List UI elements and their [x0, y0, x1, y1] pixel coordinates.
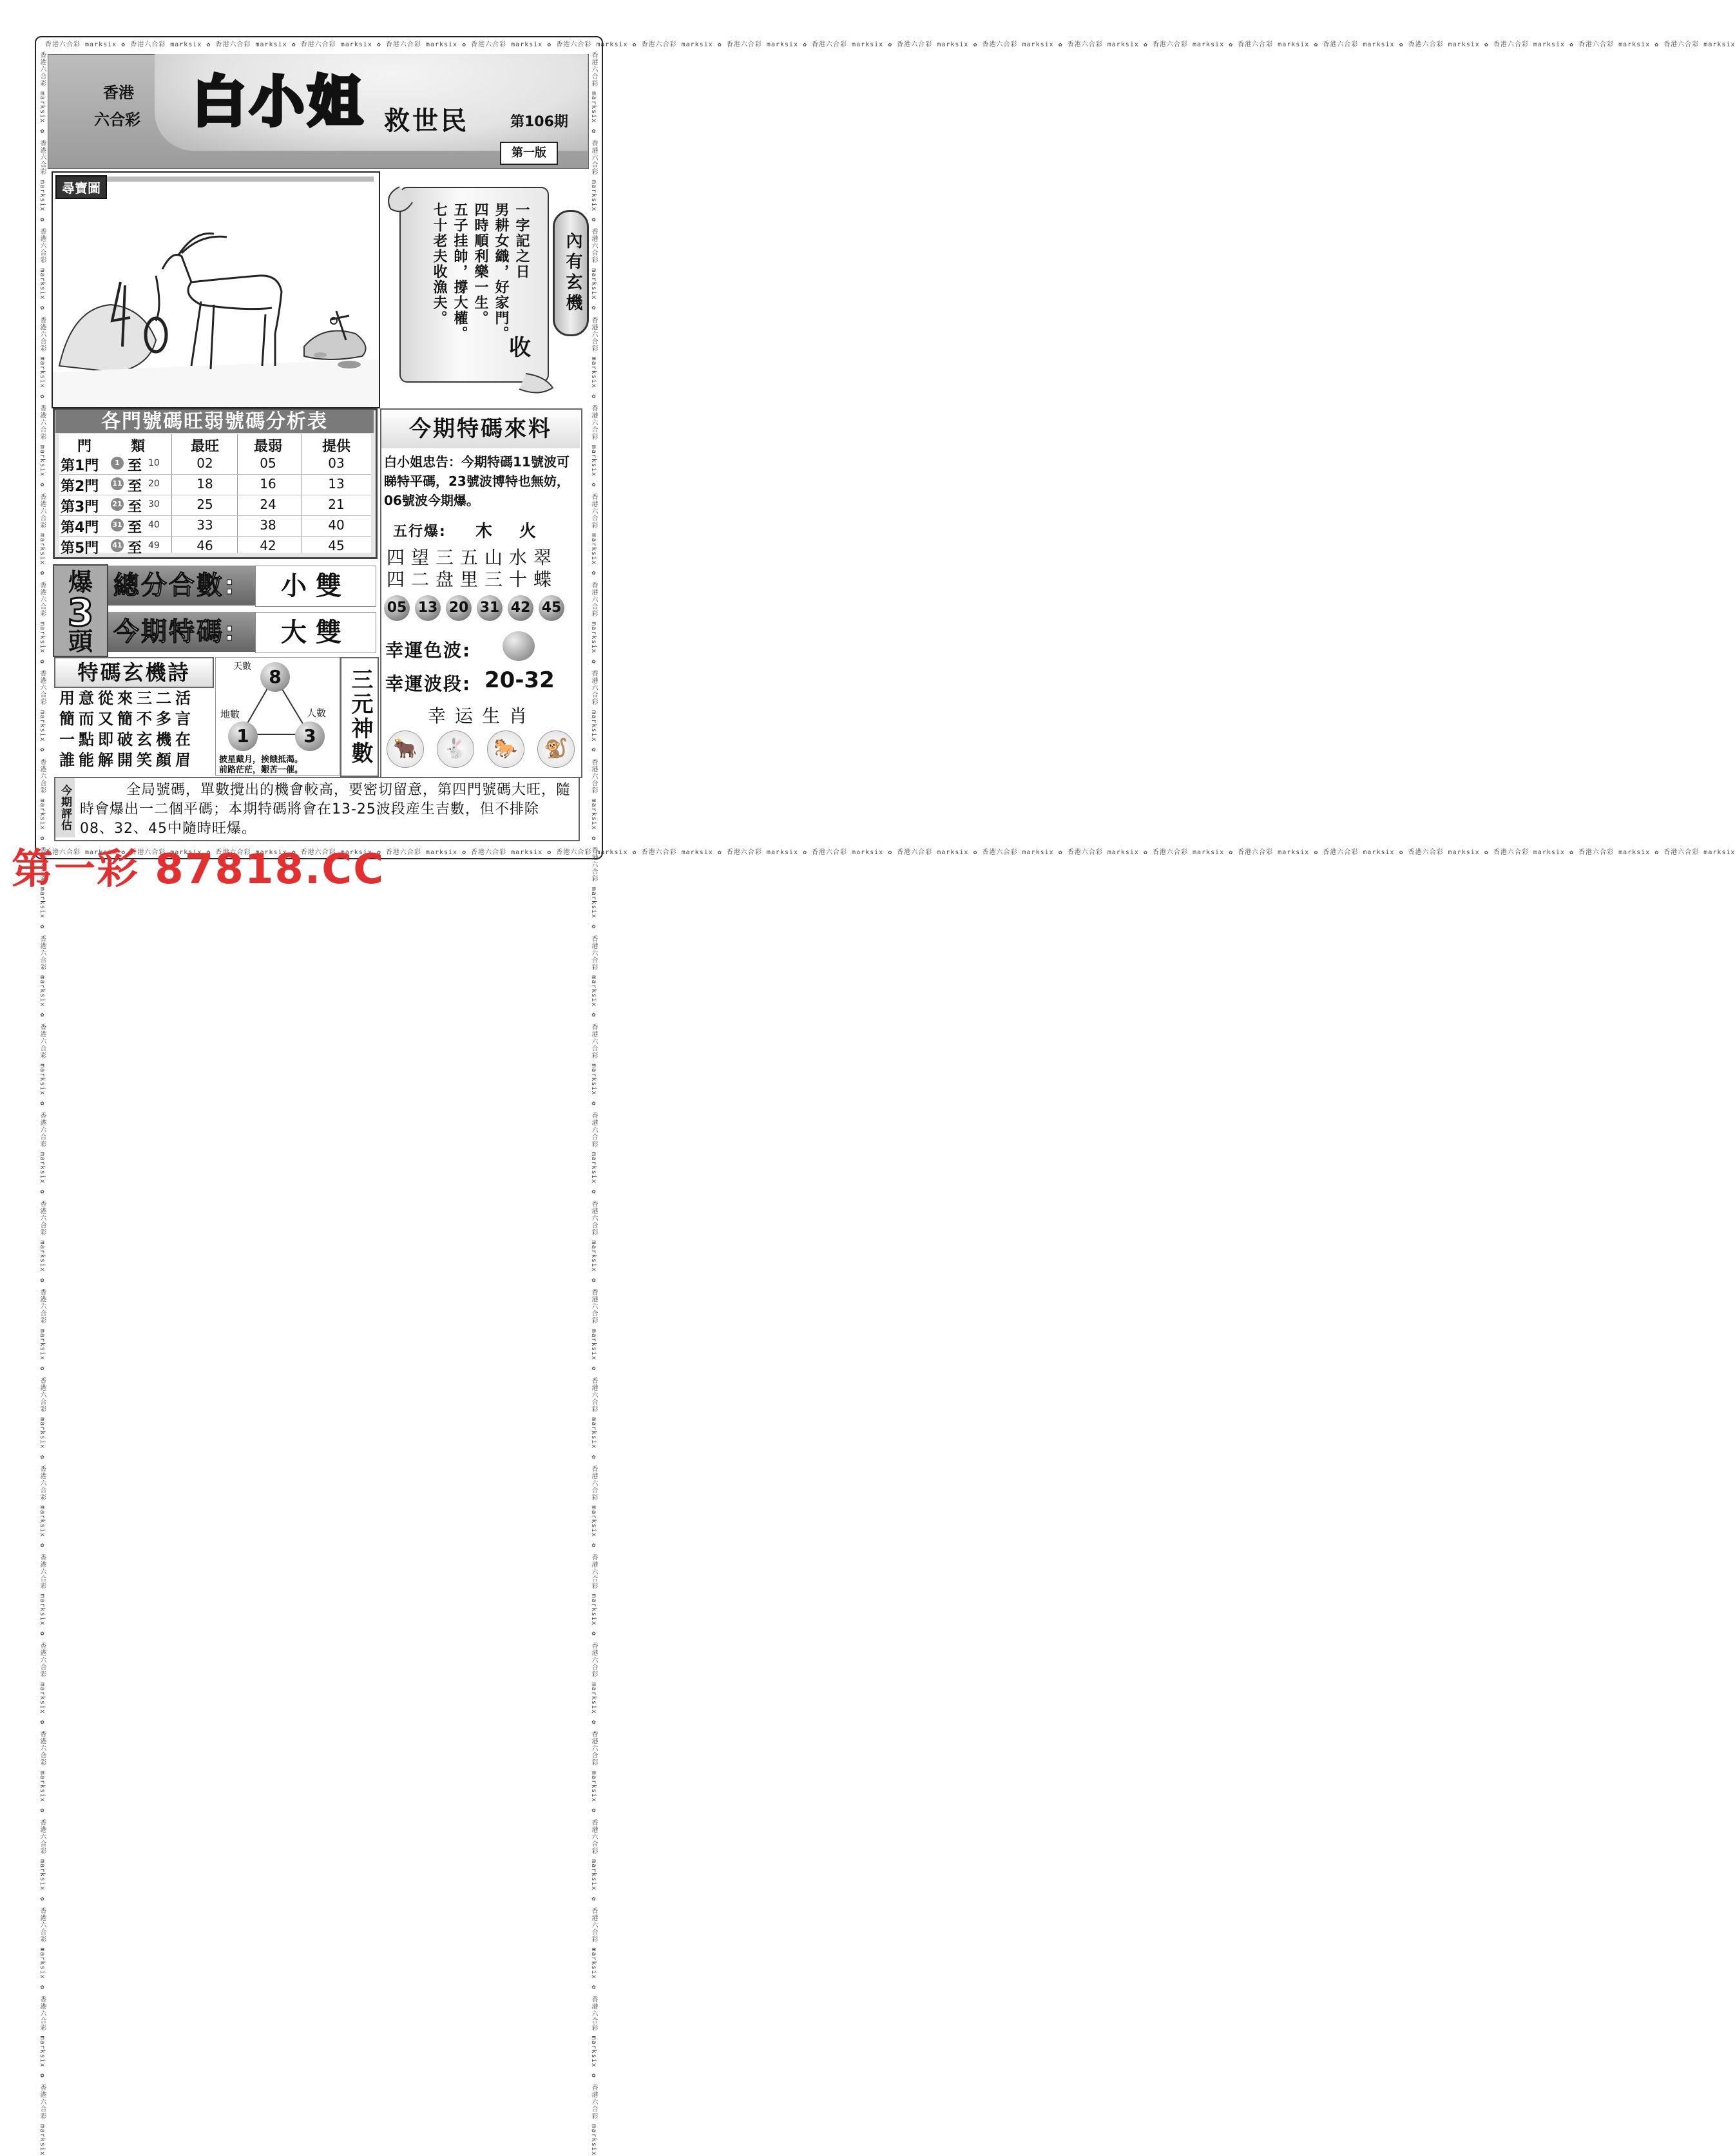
lucky-number-ball: 20 [446, 595, 472, 621]
row-from-circle: 1 [111, 457, 124, 470]
row-weak: 24 [260, 497, 276, 512]
ox-icon: 🐂 [387, 730, 424, 768]
treasure-map-tag: 尋寶圖 [55, 175, 107, 199]
heaven-number: 8 [260, 662, 290, 692]
brand-bottom: 六合彩 [94, 110, 140, 129]
table-row-divider [59, 536, 371, 537]
five-element-1: 木 [475, 522, 493, 541]
row-label: 第1門 [61, 458, 99, 474]
table-divider [237, 434, 238, 553]
row-label: 第4門 [61, 520, 99, 536]
scroll-line-3: 四時順利樂一生。 [472, 202, 488, 326]
earth-label: 地數 [220, 709, 240, 720]
row-to-word: 至 [128, 540, 142, 557]
treasure-map-box [52, 171, 380, 408]
row-label: 第2門 [61, 479, 99, 495]
row-strong: 33 [197, 517, 213, 533]
row-from-circle: 21 [111, 498, 124, 511]
row-strong: 46 [197, 538, 213, 553]
human-number: 3 [295, 721, 325, 751]
lucky-number-ball: 13 [415, 595, 441, 621]
five-element-2: 火 [519, 522, 537, 541]
row-offer: 13 [328, 476, 345, 491]
zodiac-row [387, 730, 575, 768]
table-row-divider [59, 515, 371, 516]
burst-number: 3 [67, 591, 94, 634]
row-strong: 25 [197, 497, 213, 512]
human-label: 人數 [307, 707, 327, 719]
poem-line: 用意從來三二活 [59, 689, 195, 707]
rabbit-icon: 🐇 [437, 730, 474, 768]
row-strong: 18 [197, 476, 213, 491]
lucky-range-value: 20-32 [484, 667, 555, 693]
row-weak: 42 [260, 538, 276, 553]
numerology-caption-1: 披星戴月，挨餓抵渴。 [219, 755, 303, 765]
lucky-number-ball: 45 [539, 595, 564, 621]
sum-label-2: 今期特碼: [108, 612, 255, 652]
burst-box [53, 564, 108, 657]
table-header-lei: 類 [130, 439, 145, 455]
poem-line: 一點即破玄機在 [59, 730, 195, 749]
row-to-word: 至 [128, 499, 142, 515]
table-divider [171, 434, 172, 553]
scroll-answer: 收 [509, 335, 531, 361]
row-offer: 21 [328, 497, 345, 512]
heaven-label: 天數 [233, 662, 251, 672]
row-from-circle: 11 [111, 477, 124, 490]
row-to-word: 至 [128, 458, 142, 474]
scroll-line-5: 七十老夫收漁夫。 [431, 202, 447, 326]
top-border-strip: 香港六合彩 marksix ✿ 香港六合彩 marksix ✿ 香港六合彩 marksix ✿ 香港六合彩 marksix ✿ 香港六合彩 marksix ✿ 香港六合彩 marksix ✿ 香港六合彩 marksix ✿ 香港六合彩 marksix ✿ 香港六合彩 marksix ✿ 香港六合彩 marksix ✿ 香港六合彩 marksix ✿ 香港六合彩 marksix ✿ 香港六合彩 marksix ✿ 香港六合彩 marksix ✿ 香港六合彩 marksix ✿ 香港六合彩 marksix ✿ 香港六合彩 marksix ✿ 香港六合彩 marksix ✿ 香港六合彩 marksix ✿ 香港六合彩 marksix [45, 41, 1735, 48]
edition-badge: 第一版 [500, 142, 558, 165]
footer-watermark: 第一彩 87818.CC [12, 846, 385, 893]
handwritten-row-2: 四二盘里三十蝶 [387, 569, 559, 590]
row-weak: 38 [260, 517, 276, 533]
analysis-table-title: 各門號碼旺弱號碼分析表 [55, 410, 374, 433]
burst-bottom: 頭 [68, 627, 93, 656]
earth-number: 1 [228, 721, 258, 751]
scroll-line-2: 男耕女織，好家門。 [493, 202, 509, 341]
row-weak: 16 [260, 476, 276, 491]
row-strong: 02 [197, 455, 213, 471]
row-to-word: 至 [128, 520, 142, 536]
brand-top: 香港 [103, 83, 134, 102]
left-border-strip: 香港六合彩 marksix ✿ 香港六合彩 marksix ✿ 香港六合彩 marksix ✿ 香港六合彩 marksix ✿ 香港六合彩 marksix ✿ 香港六合彩 marksix ✿ 香港六合彩 marksix ✿ 香港六合彩 marksix ✿ 香港六合彩 marksix ✿ 香港六合彩 marksix ✿ 香港六合彩 marksix ✿ 香港六合彩 marksix ✿ 香港六合彩 marksix ✿ 香港六合彩 marksix ✿ 香港六合彩 marksix ✿ 香港六合彩 marksix ✿ 香港六合彩 marksix ✿ 香港六合彩 marksix ✿ 香港六合彩 marksix ✿ 香港六合彩 marksix ✿ 香港六合彩 marksix ✿ 香港六合彩 marksix ✿ 香港六合彩 marksix ✿ 香港六合彩 marksix [39, 52, 46, 2156]
table-header-weak: 最弱 [253, 439, 282, 455]
row-offer: 03 [328, 455, 345, 471]
monkey-icon: 🐒 [537, 730, 575, 768]
hint-oval: 內有玄機 [553, 210, 589, 336]
lucky-number-ball: 31 [477, 595, 503, 621]
lucky-range-label: 幸運波段: [385, 673, 472, 694]
goat-illustration [53, 173, 379, 407]
row-to-value: 49 [148, 540, 160, 551]
row-to-word: 至 [128, 479, 142, 495]
row-offer: 45 [328, 538, 345, 553]
table-header-strong: 最旺 [190, 439, 219, 455]
row-to-value: 10 [148, 458, 160, 468]
numerology-caption-2: 前路茫茫，艱苦一催。 [219, 765, 303, 775]
row-weak: 05 [260, 455, 276, 471]
row-from-circle: 31 [111, 519, 124, 531]
evaluation-label: 今期評估 [55, 778, 75, 837]
numerology-side-title: 三元神數 [340, 657, 379, 777]
bottom-border-strip: 香港六合彩 marksix ✿ 香港六合彩 marksix ✿ 香港六合彩 marksix ✿ 香港六合彩 marksix ✿ 香港六合彩 marksix ✿ 香港六合彩 marksix ✿ 香港六合彩 marksix ✿ 香港六合彩 marksix ✿ 香港六合彩 marksix ✿ 香港六合彩 marksix ✿ 香港六合彩 marksix ✿ 香港六合彩 marksix ✿ 香港六合彩 marksix ✿ 香港六合彩 marksix ✿ 香港六合彩 marksix ✿ 香港六合彩 marksix ✿ 香港六合彩 marksix ✿ 香港六合彩 marksix ✿ 香港六合彩 marksix ✿ 香港六合彩 marksix [45, 849, 1735, 856]
evaluation-text: 全局號碼，單數攪出的機會較高，要密切留意，第四門號碼大旺，隨時會爆出一二個平碼；本期特碼將會在13-25波段産生吉數，但不排除08、32、45中隨時旺爆。 [80, 782, 571, 837]
row-to-value: 30 [148, 499, 160, 510]
right-border-strip: 香港六合彩 marksix ✿ 香港六合彩 marksix ✿ 香港六合彩 marksix ✿ 香港六合彩 marksix ✿ 香港六合彩 marksix ✿ 香港六合彩 marksix ✿ 香港六合彩 marksix ✿ 香港六合彩 marksix ✿ 香港六合彩 marksix ✿ 香港六合彩 marksix ✿ 香港六合彩 marksix ✿ 香港六合彩 marksix ✿ 香港六合彩 marksix ✿ 香港六合彩 marksix ✿ 香港六合彩 marksix ✿ 香港六合彩 marksix ✿ 香港六合彩 marksix ✿ 香港六合彩 marksix ✿ 香港六合彩 marksix ✿ 香港六合彩 marksix ✿ 香港六合彩 marksix ✿ 香港六合彩 marksix ✿ 香港六合彩 marksix ✿ 香港六合彩 marksix [590, 52, 597, 2156]
table-header-offer: 提供 [321, 439, 350, 455]
burst-top: 爆 [68, 568, 93, 596]
table-header-men: 門 [77, 439, 91, 455]
special-title: 今期特碼來料 [381, 410, 580, 448]
row-to-value: 40 [148, 520, 160, 530]
five-elements-label: 五行爆: [393, 524, 446, 540]
row-label: 第5門 [61, 540, 99, 557]
handwritten-row-1: 四望三五山水翠 [387, 547, 559, 568]
main-title: 白小姐 [192, 70, 367, 133]
horse-icon: 🐎 [487, 730, 524, 768]
lucky-number-ball: 42 [508, 595, 533, 621]
row-offer: 40 [328, 517, 345, 533]
scroll-line-1: 一字記之日 [513, 202, 530, 280]
poem-line: 簡而又簡不多言 [59, 710, 195, 728]
special-advice: 白小姐忠告：今期特碼11號波可睇特平碼，23號波博特也無妨，06號波今期爆。 [384, 454, 570, 508]
sub-title: 救世民 [384, 106, 469, 136]
issue-number: 第106期 [510, 114, 568, 130]
lucky-color-ball [503, 631, 535, 661]
row-from-circle: 41 [111, 539, 124, 552]
row-to-value: 20 [148, 479, 160, 489]
table-row-divider [59, 474, 371, 475]
sum-value-2: 大雙 [255, 612, 376, 653]
scroll-line-4: 五子挂帥，撐大權。 [452, 202, 468, 341]
sum-value-1: 小雙 [255, 566, 376, 607]
lucky-color-label: 幸運色波: [385, 640, 472, 661]
lucky-number-ball: 05 [384, 595, 410, 621]
poem-body [59, 688, 195, 770]
poem-title: 特碼玄機詩 [54, 657, 214, 688]
lucky-zodiac-label: 幸运生肖 [428, 705, 537, 727]
row-label: 第3門 [61, 499, 99, 515]
poem-line: 誰能解開笑顏眉 [59, 751, 195, 769]
sum-label-1: 總分合數: [108, 566, 255, 606]
lucky-numbers [384, 595, 564, 621]
